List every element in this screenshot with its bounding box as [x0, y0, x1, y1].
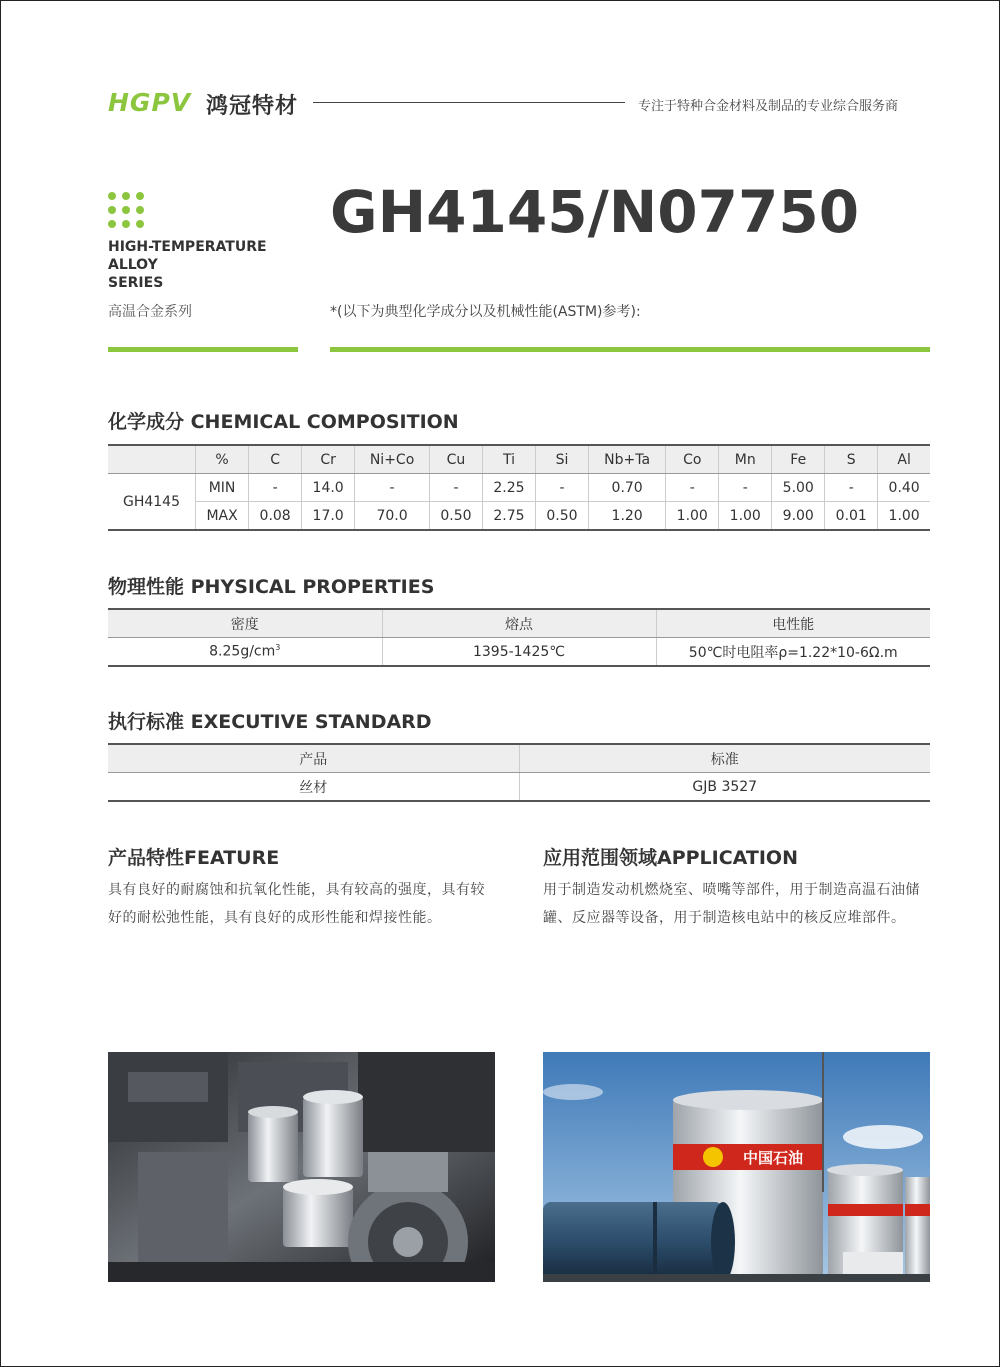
table-cell: -: [535, 474, 588, 502]
table-header-cell: 电性能: [656, 609, 930, 638]
reference-note: *(以下为典型化学成分以及机械性能(ASTM)参考):: [330, 304, 641, 320]
table-cell: 0.50: [535, 502, 588, 531]
table-header-cell: Ti: [482, 445, 535, 474]
table-cell: 1.00: [719, 502, 772, 531]
table-header-cell: %: [196, 445, 249, 474]
table-header-cell: 标准: [519, 744, 930, 773]
table-header-cell: Co: [666, 445, 719, 474]
green-divider-right: [330, 347, 930, 352]
table-header-cell: Ni+Co: [355, 445, 430, 474]
application-text: 用于制造发动机燃烧室、喷嘴等部件，用于制造高温石油储罐、反应器等设备，用于制造核电站中的核反应堆部件。: [543, 882, 920, 926]
tagline: 专注于特种合金材料及制品的专业综合服务商: [638, 99, 899, 114]
table-cell: 0.70: [588, 474, 665, 502]
melting-cell: 1395-1425℃: [382, 638, 656, 667]
header-divider: [313, 102, 625, 103]
table-cell: 5.00: [772, 474, 825, 502]
table-cell: 0.50: [429, 502, 482, 531]
application-heading: 应用范围领域APPLICATION: [543, 847, 798, 869]
table-cell: 0.08: [249, 502, 302, 531]
table-cell: 17.0: [302, 502, 355, 531]
grade-cell: GH4145: [108, 474, 196, 531]
table-cell: -: [355, 474, 430, 502]
table-cell: 1.00: [666, 502, 719, 531]
table-cell: 丝材: [299, 779, 328, 796]
table-cell: MAX: [196, 502, 249, 531]
table-row: [108, 502, 930, 531]
table-header-cell: Fe: [772, 445, 825, 474]
table-cell: -: [429, 474, 482, 502]
chemical-heading: 化学成分 CHEMICAL COMPOSITION: [108, 411, 459, 433]
page-title: GH4145/N07750: [330, 178, 860, 246]
table-cell: GJB 3527: [519, 773, 930, 802]
logo-chinese: 鸿冠特材: [206, 94, 299, 119]
table-row: [108, 638, 930, 667]
table-header-cell: Cr: [302, 445, 355, 474]
table-header-cell: C: [249, 445, 302, 474]
table-cell: 9.00: [772, 502, 825, 531]
table-cell: -: [825, 474, 878, 502]
density-unit-superscript: 3: [275, 643, 281, 653]
table-cell: -: [249, 474, 302, 502]
table-row: [108, 773, 930, 802]
table-cell: 0.01: [825, 502, 878, 531]
table-cell: -: [719, 474, 772, 502]
table-header-cell: Cu: [429, 445, 482, 474]
oil-tank-photo: [543, 1052, 930, 1282]
density-value: 8.25g/cm: [209, 643, 276, 660]
feature-heading: 产品特性FEATURE: [108, 847, 280, 869]
series-chinese: 高温合金系列: [108, 304, 192, 320]
table-cell: [108, 445, 196, 474]
table-cell: 1.00: [878, 502, 930, 531]
physical-heading: 物理性能 PHYSICAL PROPERTIES: [108, 576, 435, 598]
logo-latin: HGPV: [108, 88, 192, 117]
feature-text: 具有良好的耐腐蚀和抗氧化性能，具有较高的强度，具有较好的耐松弛性能，具有良好的成形性能和焊接性能。: [108, 882, 485, 926]
table-header-cell: Nb+Ta: [588, 445, 665, 474]
table-cell: -: [666, 474, 719, 502]
green-divider-left: [108, 347, 298, 352]
table-header-cell: 熔点: [382, 609, 656, 638]
table-cell: 70.0: [355, 502, 430, 531]
tank-label: 中国石油: [743, 1149, 804, 1167]
table-cell: 0.40: [878, 474, 930, 502]
table-header-cell: S: [825, 445, 878, 474]
table-header-cell: Al: [878, 445, 930, 474]
table-row: [108, 474, 930, 502]
table-header-cell: 产品: [108, 744, 519, 773]
density-cell: [108, 638, 382, 667]
table-header-row: [108, 445, 930, 474]
physical-table: [108, 608, 930, 667]
series-english: HIGH-TEMPERATURE ALLOY SERIES: [108, 239, 267, 291]
standard-table: [108, 743, 930, 802]
table-cell: 1.20: [588, 502, 665, 531]
table-cell: 14.0: [302, 474, 355, 502]
standard-heading: 执行标准 EXECUTIVE STANDARD: [108, 711, 432, 733]
dots-grid-icon: [108, 192, 144, 228]
table-header-cell: Mn: [719, 445, 772, 474]
table-header-cell: 密度: [108, 609, 382, 638]
chemical-table: [108, 444, 930, 531]
table-cell: MIN: [196, 474, 249, 502]
table-header-row: [108, 744, 930, 773]
electric-cell: 50℃时电阻率ρ=1.22*10-6Ω.m: [656, 638, 930, 667]
table-header-cell: Si: [535, 445, 588, 474]
table-cell: 2.25: [482, 474, 535, 502]
table-cell: 2.75: [482, 502, 535, 531]
table-header-row: [108, 609, 930, 638]
engine-photo: [108, 1052, 495, 1282]
